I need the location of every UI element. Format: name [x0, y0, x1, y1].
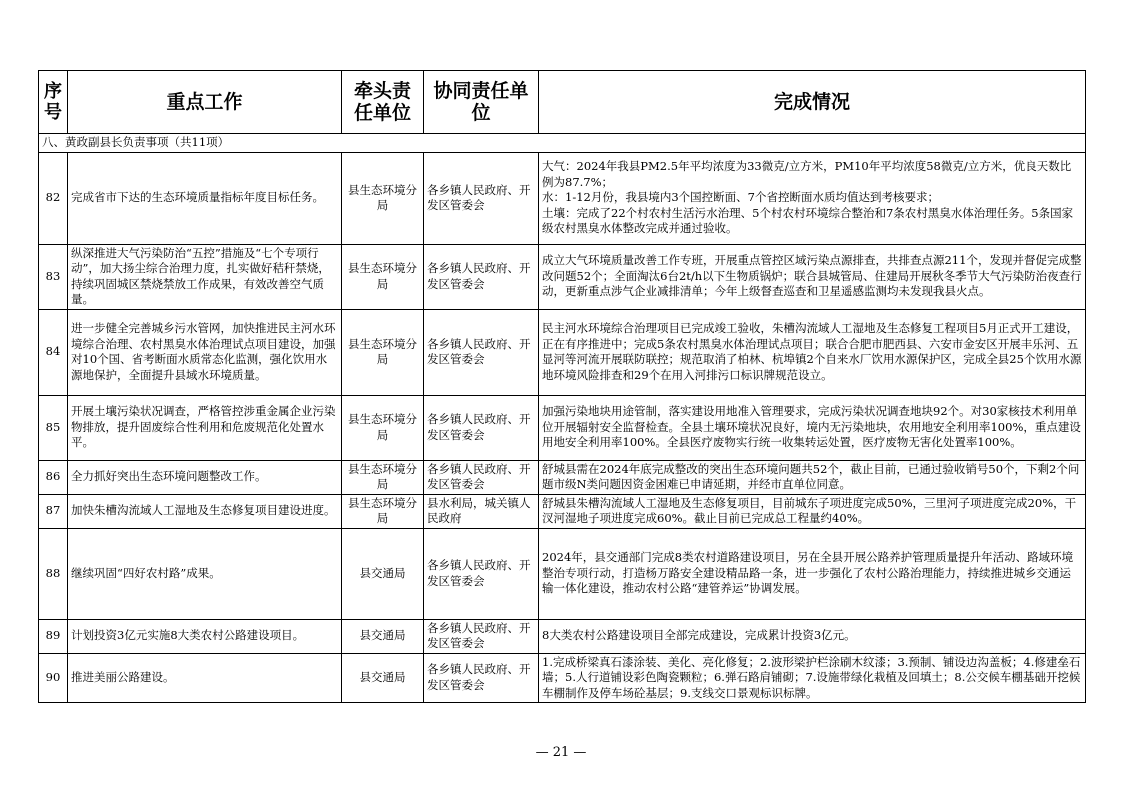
- row-status: 1.完成桥梁真石漆涂装、美化、亮化修复；2.波形梁护栏涂刷木纹漆；3.预制、铺设边沟盖板；4.修建垒石墙；5.人行道铺设彩色陶瓷颗粒；6.弹石路肩铺砌；7.设施带绿化栽植及回填土；8.公交候车棚基础开挖候车棚制作及停车场砼基层；9.支线交口景观标识标牌。: [539, 653, 1086, 703]
- row-lead-unit: 县交通局: [342, 528, 424, 619]
- header-status: 完成情况: [539, 71, 1086, 134]
- row-number: 84: [39, 309, 68, 395]
- table-row: [39, 244, 1086, 309]
- header-task: 重点工作: [68, 71, 342, 134]
- row-status: 8大类农村公路建设项目全部完成建设，完成累计投资3亿元。: [539, 619, 1086, 653]
- row-status: 大气：2024年我县PM2.5年平均浓度为33微克/立方米，PM10年平均浓度58微克/立方米，优良天数比例为87.7%； 水：1-12月份，我县境内3个国控断面、7个省控断面水质均值达到考核要求； 土壤：完成了22个村农村生活污水治理、5个村农村环境综合整治和7条农村黑臭水体治理任务。5条国家级农村黑臭水体整改完成并通过验收。: [539, 152, 1086, 244]
- table-row: [39, 395, 1086, 460]
- row-task: 开展土壤污染状况调查，严格管控涉重金属企业污染物排放，提升固废综合性利用和危废规范化处置水平。: [68, 395, 342, 460]
- row-task: 纵深推进大气污染防治“五控”措施及“七个专项行动”，加大扬尘综合治理力度，扎实做好秸秆禁烧，持续巩固城区禁烧禁放工作成果，有效改善空气质量。: [68, 244, 342, 309]
- table-row: [39, 494, 1086, 528]
- row-status: 加强污染地块用途管制，落实建设用地准入管理要求，完成污染状况调查地块92个。对30家核技术利用单位开展辐射安全监督检查。全县土壤环境状况良好，境内无污染地块，农用地安全利用率100%，重点建设用地安全利用率100%。全县医疗废物实行统一收集转运处置，医疗废物无害化处置率100%。: [539, 395, 1086, 460]
- row-number: 89: [39, 619, 68, 653]
- row-lead-unit: 县生态环境分局: [342, 309, 424, 395]
- work-table: [38, 70, 1086, 703]
- row-assist-unit: 各乡镇人民政府、开发区管委会: [424, 653, 539, 703]
- row-assist-unit: 各乡镇人民政府、开发区管委会: [424, 619, 539, 653]
- row-number: 88: [39, 528, 68, 619]
- row-number: 86: [39, 460, 68, 494]
- row-lead-unit: 县生态环境分局: [342, 244, 424, 309]
- row-number: 83: [39, 244, 68, 309]
- row-lead-unit: 县生态环境分局: [342, 152, 424, 244]
- header-row: [39, 71, 1086, 134]
- row-lead-unit: 县交通局: [342, 653, 424, 703]
- row-status: 民主河水环境综合治理项目已完成竣工验收，朱槽沟流域人工湿地及生态修复工程项目5月正式开工建设，正在有序推进中；完成5条农村黑臭水体治理试点项目；联合合肥市肥西县、六安市金安区开展丰乐河、五显河等河流开展联防联控；规范取消了柏林、杭埠镇2个自来水厂饮用水源保护区，完成全县25个饮用水源地环境风险排查和29个在用入河排污口标识牌规范设立。: [539, 309, 1086, 395]
- row-status: 2024年，县交通部门完成8类农村道路建设项目，另在全县开展公路养护管理质量提升年活动、路域环境整治专项行动，打造杨万路安全建设精品路一条，进一步强化了农村公路治理能力，持续推进城乡交通运输一体化建设，推动农村公路“建管养运”协调发展。: [539, 528, 1086, 619]
- row-task: 推进美丽公路建设。: [68, 653, 342, 703]
- table-row: [39, 152, 1086, 244]
- table-row: [39, 619, 1086, 653]
- row-number: 90: [39, 653, 68, 703]
- row-number: 87: [39, 494, 68, 528]
- row-status: 舒城县需在2024年底完成整改的突出生态环境问题共52个，截止目前，已通过验收销号50个，下剩2个问题市级N类问题因资金困难已申请延期，并经市直单位同意。: [539, 460, 1086, 494]
- row-status: 成立大气环境质量改善工作专班，开展重点管控区域污染点源排查，共排查点源211个，发现并督促完成整改问题52个；全面淘汰6台2t/h以下生物质锅炉；联合县城管局、住建局开展秋冬季节大气污染防治夜查行动，更新重点涉气企业减排清单；今年上级督查巡查和卫星遥感监测均未发现我县火点。: [539, 244, 1086, 309]
- row-lead-unit: 县交通局: [342, 619, 424, 653]
- row-assist-unit: 各乡镇人民政府、开发区管委会: [424, 460, 539, 494]
- header-no: 序号: [39, 71, 68, 134]
- header-lead: 牵头责任单位: [342, 71, 424, 134]
- table-row: [39, 460, 1086, 494]
- row-assist-unit: 各乡镇人民政府、开发区管委会: [424, 152, 539, 244]
- row-assist-unit: 各乡镇人民政府、开发区管委会: [424, 395, 539, 460]
- row-lead-unit: 县生态环境分局: [342, 395, 424, 460]
- row-task: 计划投资3亿元实施8大类农村公路建设项目。: [68, 619, 342, 653]
- section-title: 八、黄政副县长负责事项（共11项）: [39, 134, 1086, 153]
- table-row: [39, 528, 1086, 619]
- section-row: [39, 134, 1086, 153]
- row-status: 舒城县朱槽沟流域人工湿地及生态修复项目，目前城东子项进度完成50%，三里河子项进度完成20%，干汊河湿地子项进度完成60%。截止目前已完成总工程量约40%。: [539, 494, 1086, 528]
- row-task: 全力抓好突出生态环境问题整改工作。: [68, 460, 342, 494]
- row-assist-unit: 县水利局，城关镇人民政府: [424, 494, 539, 528]
- row-number: 82: [39, 152, 68, 244]
- row-assist-unit: 各乡镇人民政府、开发区管委会: [424, 528, 539, 619]
- row-task: 继续巩固“四好农村路”成果。: [68, 528, 342, 619]
- table-row: [39, 309, 1086, 395]
- row-task: 完成省市下达的生态环境质量指标年度目标任务。: [68, 152, 342, 244]
- row-assist-unit: 各乡镇人民政府、开发区管委会: [424, 244, 539, 309]
- row-task: 进一步健全完善城乡污水管网，加快推进民主河水环境综合治理、农村黑臭水体治理试点项目建设，加强对10个国、省考断面水质常态化监测，强化饮用水源地保护，全面提升县域水环境质量。: [68, 309, 342, 395]
- row-lead-unit: 县生态环境分局: [342, 460, 424, 494]
- header-assist: 协同责任单位: [424, 71, 539, 134]
- row-lead-unit: 县生态环境分局: [342, 494, 424, 528]
- row-task: 加快朱槽沟流域人工湿地及生态修复项目建设进度。: [68, 494, 342, 528]
- row-assist-unit: 各乡镇人民政府、开发区管委会: [424, 309, 539, 395]
- page-number: — 21 —: [535, 745, 587, 760]
- row-number: 85: [39, 395, 68, 460]
- table-row: [39, 653, 1086, 703]
